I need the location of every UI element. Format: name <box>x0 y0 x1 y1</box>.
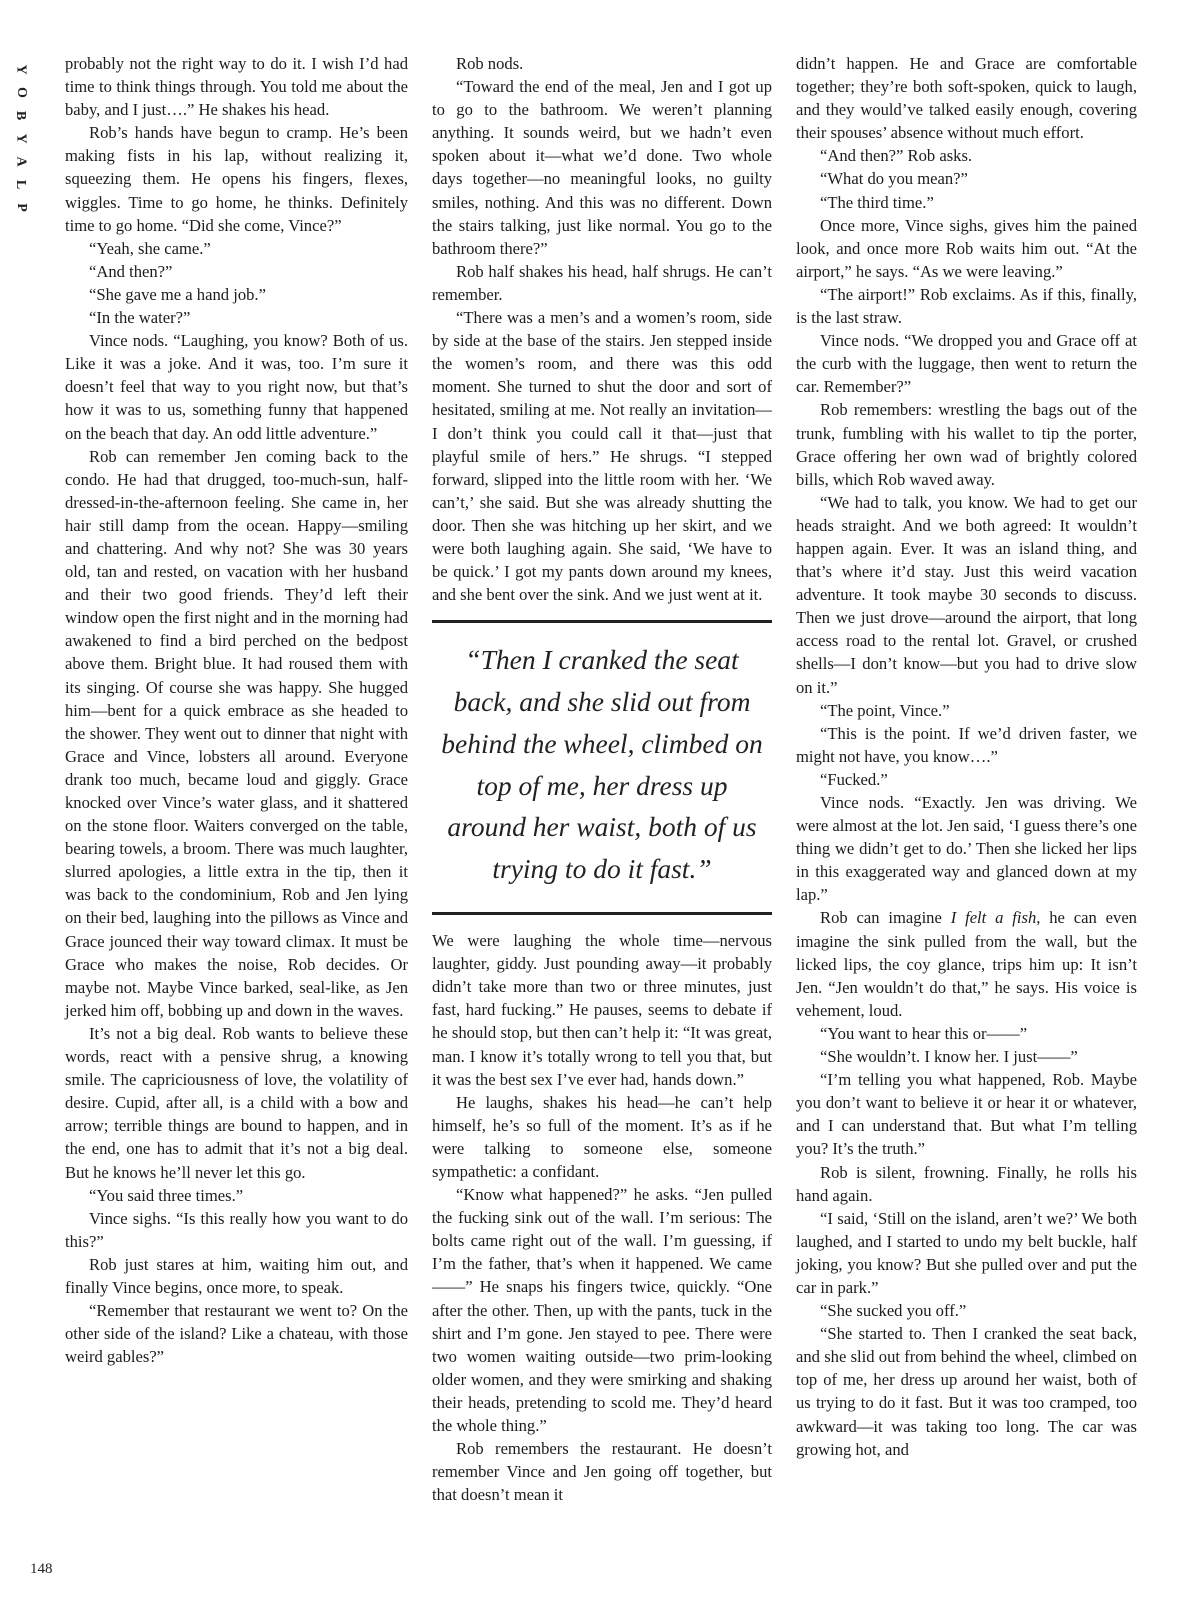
page-number: 148 <box>30 1561 53 1577</box>
column-3-paragraph: “She wouldn’t. I know her. I just——” <box>820 1047 1078 1067</box>
column-1-paragraph: It’s not a big deal. Rob wants to believe these words, react with a pensive shrug, a knowing smile. The capriciousness of love, the volatility of desire. Cupid, after all, is a child with a bow and arrow; terrible things are bound to happen, and in the end, one has to admit that it’s not a big deal. But he knows he’ll never let this go. <box>65 1023 408 1182</box>
text-column-2 <box>432 52 772 1506</box>
column-2-paragraph: “There was a men’s and a women’s room, side by side at the base of the stairs. Jen stepped inside the women’s room, and there was this odd moment. She turned to shut the door and sort of hesitated, smiling at me. Not really an invitation—I don’t think you could call it that—just that playful smile of hers.” He shrugs. “I stepped forward, slipped into the little room with her. ‘We can’t,’ she said. But she was already shutting the door. Then she was hitching up her skirt, and we were both laughing again. She said, ‘We have to be quick.’ I got my pants down around my knees, and she bent over the sink. And we just went at it. <box>432 308 772 605</box>
column-3-paragraph: “The third time.” <box>820 192 934 212</box>
pull-quote-text: “Then I cranked the seat back, and she slid out from behind the wheel, climbed on top of me, her dress up around her waist, both of us trying to do it fast.” <box>441 644 763 885</box>
italic-phrase: I felt a fish, <box>950 908 1041 928</box>
paragraph-text: he can even imagine the sink pulled from the wall, but the licked lips, the coy glance, trips him up: It isn’t Jen. “Jen wouldn’t do that,” he says. His voice is vehement, loud. <box>796 908 1137 1020</box>
column-3-paragraph: “The airport!” Rob exclaims. As if this, finally, is the last straw. <box>796 284 1137 328</box>
paragraph-text: Rob can imagine <box>820 908 951 928</box>
column-1-paragraph: “In the water?” <box>89 308 191 328</box>
column-2-after-paragraph: “Know what happened?” he asks. “Jen pulled the fucking sink out of the wall. I’m serious: The bolts came right out of the wall. I’m guessing, if I’m the father, that’s when it happened. We came——” He snaps his fingers twice, quickly. “One after the other. Then, up with the pants, tuck in the shirt and I’m gone. Jen stayed to pee. There were two women waiting outside—two prim-looking older women, and they were smirking and shaking their heads, pretending to scold me. They’d heard the whole thing.” <box>432 1185 772 1435</box>
column-2-paragraph: Rob nods. <box>456 54 524 73</box>
column-3-paragraph: “She sucked you off.” <box>820 1301 967 1321</box>
column-1-paragraph: probably not the right way to do it. I wish I’d had time to think things through. You told me about the baby, and I just….” He shakes his head. <box>65 54 408 120</box>
column-1-paragraph: Vince nods. “Laughing, you know? Both of us. Like it was a joke. And it was, too. I’m sure it doesn’t feel that way to you right now, but that’s how it was to us, something funny that happened on the beach that day. An odd little adventure.” <box>65 331 408 443</box>
column-3-paragraph: Rob is silent, frowning. Finally, he rolls his hand again. <box>796 1162 1137 1205</box>
column-3-paragraph <box>796 906 1137 1021</box>
column-3-paragraph: didn’t happen. He and Grace are comfortable together; they’re both soft-spoken, quick to laugh, and they would’ve talked easily enough, covering their spouses’ absence without much effort. <box>796 54 1137 143</box>
column-3-paragraph: “I said, ‘Still on the island, aren’t we?’ We both laughed, and I started to undo my belt buckle, half joking, you know? But she pulled over and put the car in park.” <box>796 1208 1137 1297</box>
magazine-brand-vertical <box>10 58 32 219</box>
pull-quote <box>432 620 772 915</box>
column-3-paragraph: “The point, Vince.” <box>820 700 950 720</box>
brand-letter: Y <box>13 133 29 144</box>
column-1-paragraph: “Yeah, she came.” <box>89 238 211 258</box>
brand-letter: A <box>13 156 29 167</box>
column-1-paragraph: Vince sighs. “Is this really how you want to do this?” <box>65 1208 408 1251</box>
column-1-paragraph: “She gave me a hand job.” <box>89 284 266 304</box>
column-2-after-paragraph: He laughs, shakes his head—he can’t help himself, he’s so full of the moment. It’s as if he were talking to someone else, someone sympathetic: a confidant. <box>432 1092 772 1181</box>
brand-letter: O <box>13 87 29 98</box>
column-3-paragraph: Vince nods. “Exactly. Jen was driving. We were almost at the lot. Jen said, ‘I guess there’s one thing we didn’t get to do.’ Then she licked her lips in this exaggerated way and glanced down at my lap.” <box>796 793 1137 905</box>
brand-letter: Y <box>13 64 29 75</box>
column-2-paragraph: Rob half shakes his head, half shrugs. He can’t remember. <box>432 261 772 304</box>
text-column-1 <box>65 52 408 1368</box>
column-3-paragraph: “You want to hear this or——” <box>820 1023 1028 1043</box>
brand-letter: L <box>13 179 29 190</box>
column-3-paragraph: “What do you mean?” <box>820 169 968 189</box>
column-1-paragraph: “You said three times.” <box>89 1185 244 1205</box>
column-3-paragraph: “We had to talk, you know. We had to get our heads straight. And we both agreed: It wouldn’t happen again. Ever. It was an island thing, and that’s where it’d stay. Just this weird vacation adventure. It took maybe 30 seconds to discuss. Then we just drove—around the airport, that long access road to the rental lot. Gravel, or crushed shells—I don’t know—but you had to drive slow on it.” <box>796 492 1137 697</box>
column-2-after-paragraph: We were laughing the whole time—nervous laughter, giddy. Just pounding away—it probably didn’t take more than two or three minutes, just fast, hard fucking.” He pauses, seems to debate if he should stop, but then can’t help it: “It was great, man. I know it’s totally wrong to tell you that, but it was the best sex I’ve ever had, hands down.” <box>432 931 772 1089</box>
column-1-paragraph: Rob just stares at him, waiting him out, and finally Vince begins, once more, to speak. <box>65 1254 408 1297</box>
column-3-paragraph: Once more, Vince sighs, gives him the pained look, and once more Rob waits him out. “At the airport,” he says. “As we were leaving.” <box>796 215 1137 281</box>
column-2-after-paragraph: Rob remembers the restaurant. He doesn’t remember Vince and Jen going off together, but that doesn’t mean it <box>432 1439 772 1505</box>
column-2-paragraph: “Toward the end of the meal, Jen and I got up to go to the bathroom. We weren’t planning anything. It sounds weird, but we hadn’t even spoken about it—what we’d done. Two whole days together—no meaningful looks, no guilty smiles, nothing. And this was no different. Down the stairs talking, just like normal. You go to the bathroom there?” <box>432 77 772 258</box>
column-3-paragraph: “And then?” Rob asks. <box>820 146 973 166</box>
column-3-paragraph: Vince nods. “We dropped you and Grace off at the curb with the luggage, then went to return the car. Remember?” <box>796 331 1137 397</box>
column-3-paragraph: “I’m telling you what happened, Rob. Maybe you don’t want to believe it or hear it or whatever, and I can understand that. But what I’m telling you? It’s the truth.” <box>796 1070 1137 1159</box>
brand-letter: B <box>13 110 29 121</box>
column-3-paragraph: “Fucked.” <box>820 769 888 789</box>
brand-letter: P <box>13 203 29 212</box>
column-3-paragraph: Rob remembers: wrestling the bags out of the trunk, fumbling with his wallet to tip the porter, Grace offering her own wad of brightly colored bills, which Rob waved away. <box>796 400 1137 489</box>
column-3-paragraph: “This is the point. If we’d driven faster, we might not have, you know….” <box>796 723 1137 766</box>
column-3-paragraph: “She started to. Then I cranked the seat back, and she slid out from behind the wheel, climbed on top of me, her dress up around her waist, both of us trying to do it fast. But it was too cramped, too awkward—it was taking too long. The car was growing hot, and <box>796 1324 1137 1459</box>
column-1-paragraph: Rob can remember Jen coming back to the condo. He had that drugged, too-much-sun, half-dressed-in-the-afternoon feeling. She came in, her hair still damp from the ocean. Happy—smiling and chattering. And why not? She was 30 years old, tan and rested, on vacation with her husband and their two good friends. They’d left their window open the first night and in the morning had awakened to find a bird perched on the bedpost above them. Bright blue. It had roused them with its singing. Of course she was happy. She hugged him—bent for a quick embrace as she headed to the shower. They went out to dinner that night with Grace and Vince, lobsters all around. Everyone drank too much, became loud and giggly. Grace knocked over Vince’s water glass, and it shattered on the stone floor. Waiters converged on the table, bearing towels, a broom. There was much laughter, slurred apologies, a little extra in the tip, then it was back to the condominium, Rob and Jen lying on their bed, laughing into the pillows as Vince and Grace jounced their way toward climax. It must be Grace who makes the noise, Rob decides. Or maybe not. Maybe Vince barked, seal-like, as Jen jerked him off, bobbing up and down in the waves. <box>65 446 408 1020</box>
column-1-paragraph: “Remember that restaurant we went to? On the other side of the island? Like a chateau, with those weird gables?” <box>65 1301 408 1367</box>
text-column-3 <box>796 52 1137 1461</box>
column-1-paragraph: “And then?” <box>89 261 173 281</box>
column-1-paragraph: Rob’s hands have begun to cramp. He’s been making fists in his lap, without realizing it, squeezing them. He opens his fingers, flexes, wiggles. Time to go home, he thinks. Definitely time to go home. “Did she come, Vince?” <box>65 123 408 235</box>
